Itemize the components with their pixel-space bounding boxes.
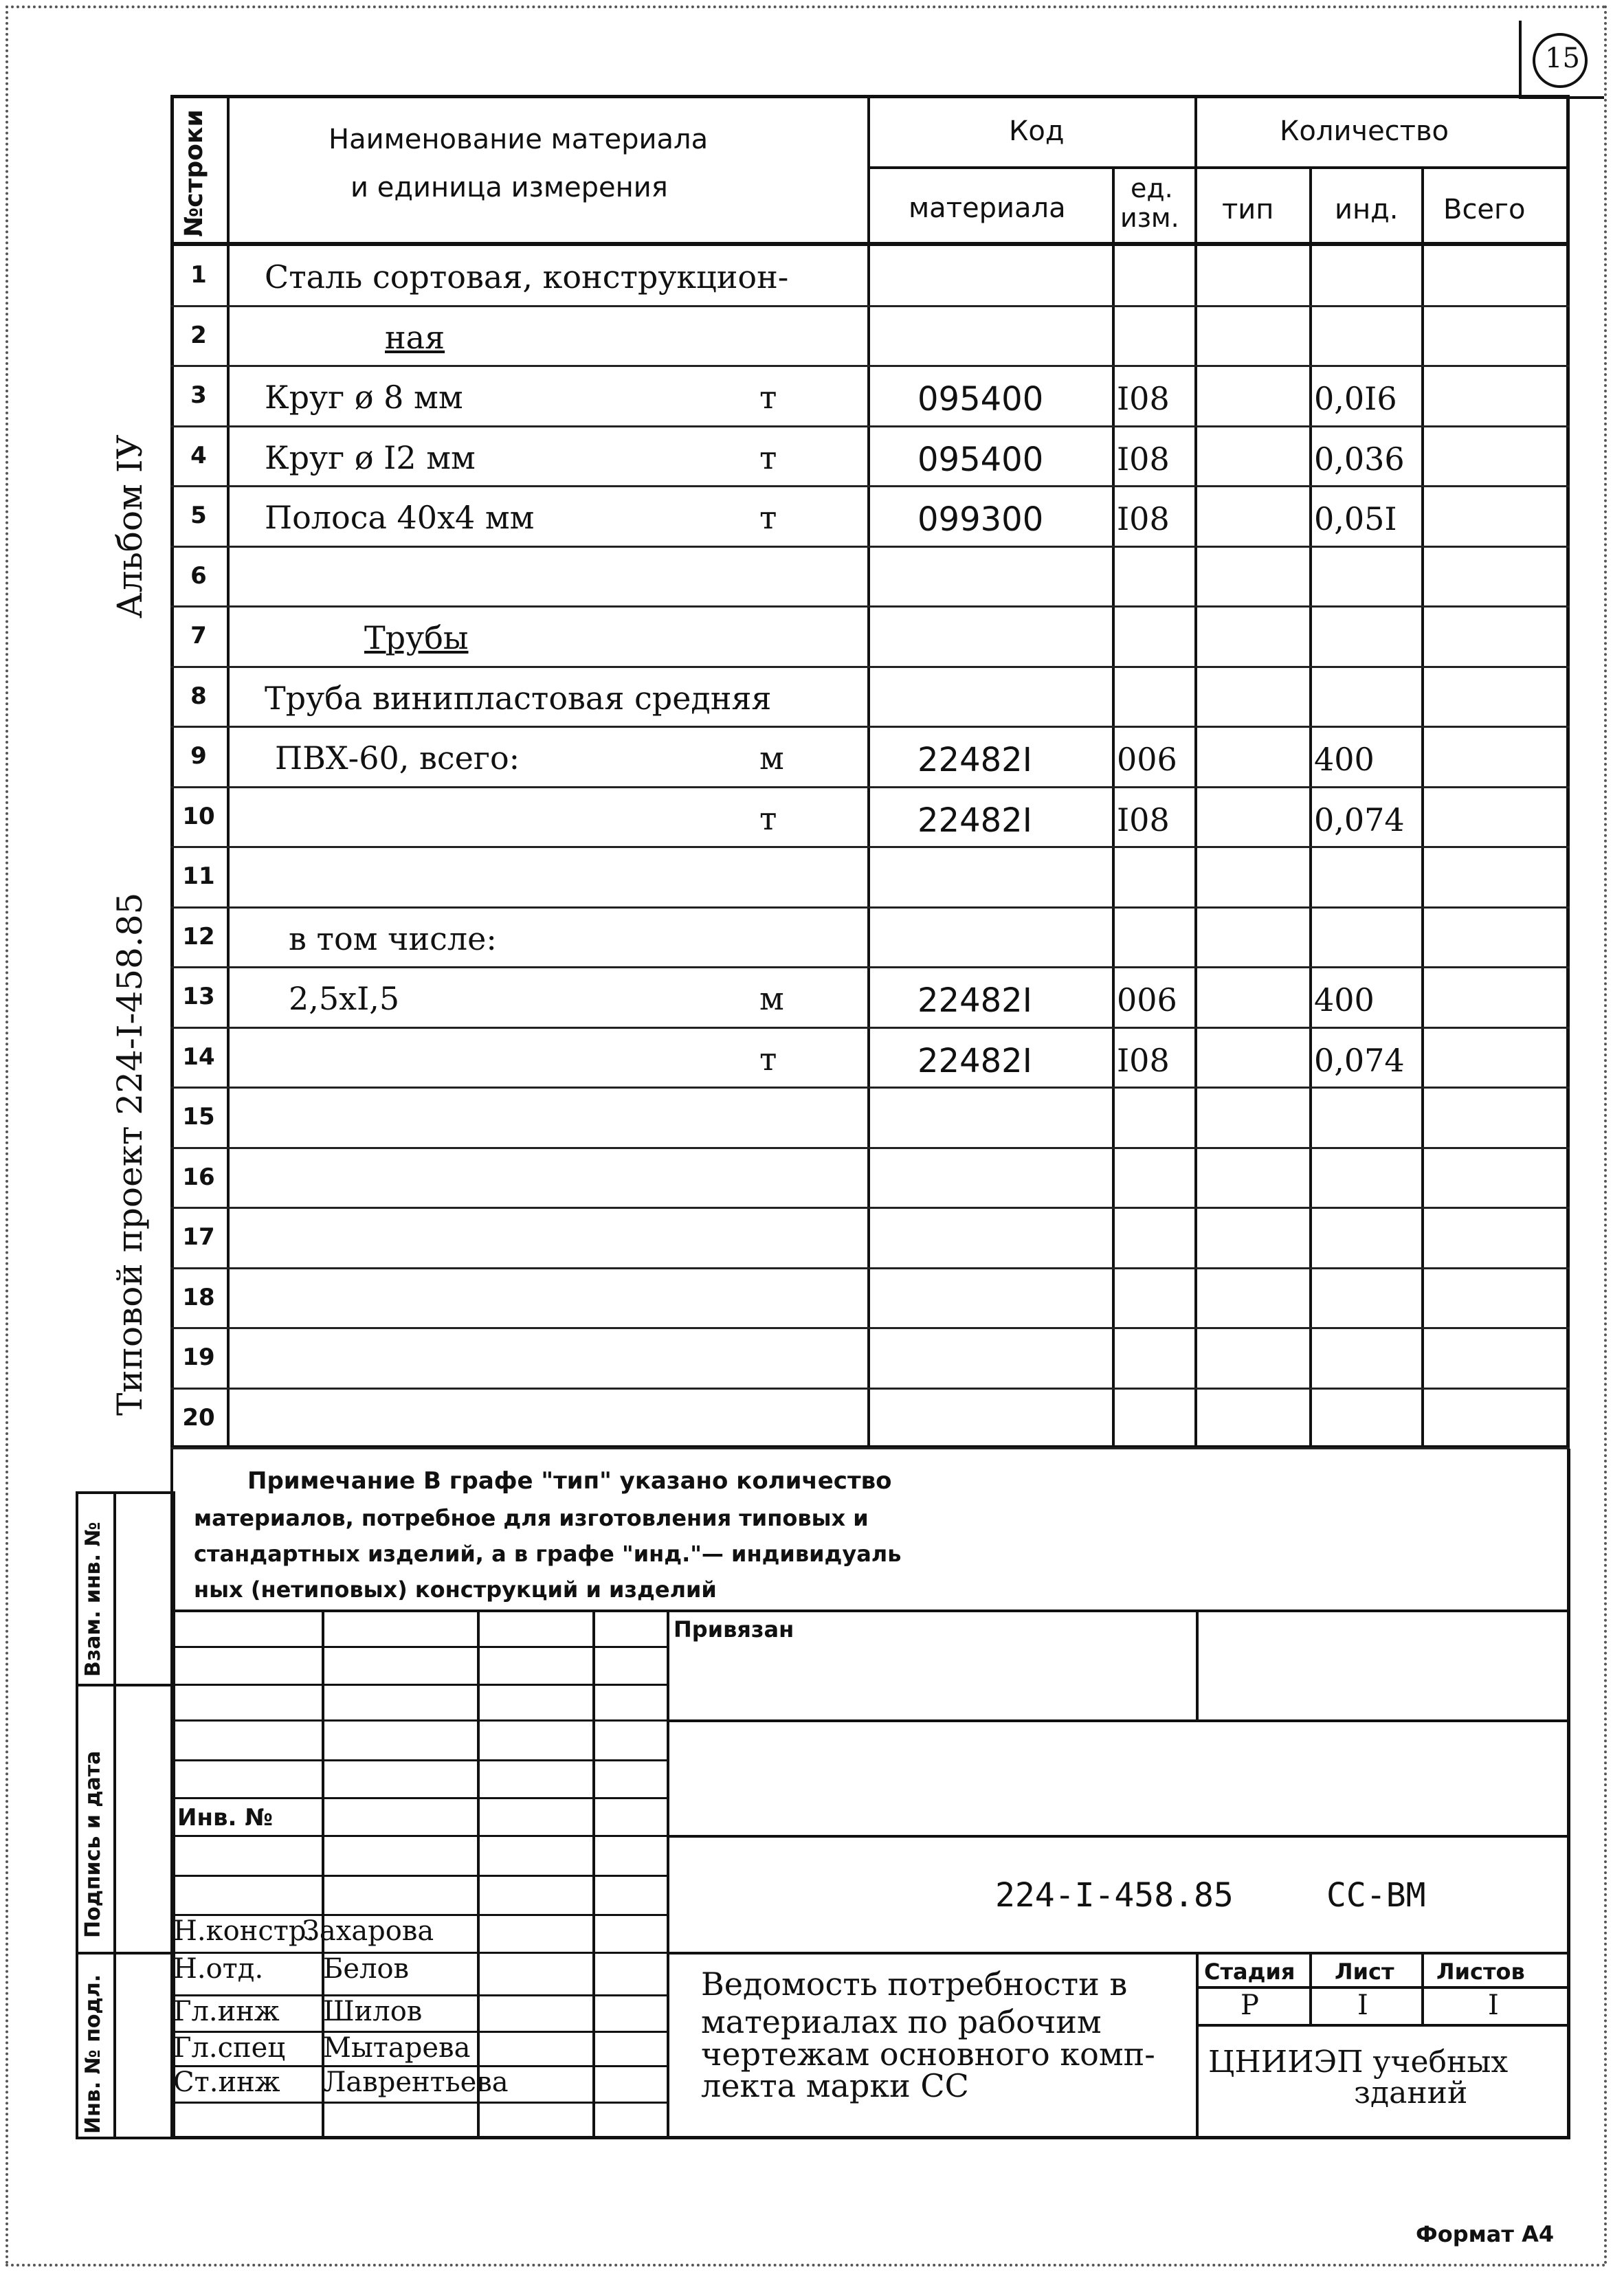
row-line <box>170 1267 1570 1269</box>
signer-name: Лаврентьева <box>323 2067 509 2098</box>
row-number: 2 <box>190 321 207 349</box>
format-label: Формат А4 <box>1416 2221 1555 2247</box>
col-line-code <box>1112 166 1115 1449</box>
signer-role: Гл.инж <box>173 1996 280 2027</box>
row-code-unit: I08 <box>1117 1041 1170 1079</box>
vzam-label: Взам. инв. № <box>81 1522 105 1677</box>
row-number: 4 <box>190 441 207 469</box>
row-unit: т <box>759 379 777 416</box>
sheet-number: 15 <box>1545 43 1580 74</box>
row-name: Труба винипластовая средняя <box>265 679 772 717</box>
stamp-grid-line <box>170 2102 667 2104</box>
row-number: 15 <box>182 1103 215 1131</box>
org-line2: зданий <box>1354 2075 1468 2110</box>
row-line <box>170 666 1570 668</box>
header-sub-line <box>867 166 1570 169</box>
stamp-grid-line <box>170 1875 667 1877</box>
row-line <box>170 485 1570 487</box>
row-name: Круг ø I2 мм <box>265 438 476 476</box>
signer-name: Шилов <box>323 1996 423 2027</box>
row-name: Полоса 40х4 мм <box>265 499 535 536</box>
col-line-unit <box>1194 95 1197 1449</box>
row-code-unit: 006 <box>1117 981 1177 1018</box>
row-qty-ind: 0,074 <box>1314 801 1405 838</box>
header-quantity: Количество <box>1280 115 1449 147</box>
row-qty-ind: 0,036 <box>1314 440 1405 478</box>
row-number: 3 <box>190 381 207 409</box>
row-name: Сталь сортовая, конструкцион- <box>265 258 789 296</box>
row-qty-ind: 0,05I <box>1314 500 1397 537</box>
row-line <box>170 1207 1570 1209</box>
row-number: 5 <box>190 502 207 529</box>
row-unit: м <box>759 739 784 777</box>
row-code-unit: 006 <box>1117 741 1177 778</box>
row-name: ная <box>385 318 445 356</box>
stamp-grid-line <box>170 1646 667 1648</box>
header-code-unit: ед. <box>1131 173 1173 203</box>
row-line <box>170 966 1570 968</box>
row-number: 1 <box>190 261 207 289</box>
row-unit: т <box>759 1040 777 1078</box>
stamp-v4 <box>667 1610 669 2136</box>
row-number: 20 <box>182 1403 215 1432</box>
col-line-ind <box>1421 166 1424 1449</box>
row-number: 17 <box>182 1223 215 1251</box>
note-line2: материалов, потребное для изготовления типовых и <box>194 1505 869 1531</box>
row-number: 19 <box>182 1344 215 1371</box>
col-line-name <box>867 95 870 1449</box>
note-line1: Примечание В графе "тип" указано количество <box>247 1467 892 1495</box>
row-line <box>170 726 1570 728</box>
org-line1: ЦНИИЭП учебных <box>1208 2045 1509 2080</box>
stage-value: Р <box>1241 1990 1259 2021</box>
sheets-value: I <box>1488 1990 1499 2021</box>
row-line <box>170 1327 1570 1329</box>
inv-podl-label: Инв. № подл. <box>81 1974 105 2134</box>
row-number: 6 <box>190 561 207 590</box>
row-code: 22482I <box>917 801 1032 840</box>
signer-name: Захарова <box>302 1915 434 1947</box>
row-line <box>170 786 1570 788</box>
right-border <box>1567 1449 1570 2139</box>
stamp-grid-line <box>170 1759 667 1761</box>
row-line <box>170 1027 1570 1029</box>
title-line2: материалах по рабочим <box>701 2003 1102 2040</box>
title-line3: чертежам основного комп- <box>701 2036 1155 2073</box>
signer-role: Н.констр. <box>173 1915 315 1947</box>
stamp-r2 <box>667 1835 1570 1838</box>
row-number: 10 <box>182 802 215 830</box>
stamp-v2 <box>477 1610 480 2136</box>
row-code: 22482I <box>917 1041 1032 1080</box>
stamp-v5 <box>1196 1610 1199 1719</box>
row-code-unit: I08 <box>1117 440 1170 478</box>
row-line <box>170 906 1570 909</box>
doc-mark: СС-ВМ <box>1326 1876 1426 1915</box>
row-code: 095400 <box>917 440 1044 479</box>
row-number: 18 <box>182 1283 215 1311</box>
signer-name: Мытарева <box>323 2032 471 2064</box>
row-line <box>170 1087 1570 1089</box>
row-qty-ind: 0,074 <box>1314 1041 1405 1079</box>
row-unit: м <box>759 980 784 1017</box>
row-line <box>170 1447 1570 1449</box>
note-line4: ных (нетиповых) конструкций и изделий <box>194 1577 717 1603</box>
row-code-unit: I08 <box>1117 801 1170 838</box>
col-line-typ <box>1309 166 1312 1449</box>
stamp-grid-line <box>170 1797 667 1799</box>
album-label: Альбом IУ <box>110 434 150 619</box>
inv-no-label: Инв. № <box>177 1804 274 1831</box>
stamp-r3 <box>667 1952 1570 1954</box>
row-code: 095400 <box>917 380 1044 419</box>
header-qty-ind: инд. <box>1335 194 1399 225</box>
sheets-label: Листов <box>1436 1959 1525 1985</box>
row-number: 14 <box>182 1043 215 1071</box>
doc-code: 224-I-458.85 <box>995 1876 1234 1915</box>
row-line <box>170 846 1570 848</box>
row-line <box>170 1147 1570 1149</box>
left-stamp-mid <box>113 1491 116 2139</box>
row-name: 2,5хI,5 <box>289 980 400 1017</box>
stamp-v8 <box>1421 1952 1424 2024</box>
header-qty-total: Всего <box>1443 194 1526 225</box>
title-line4: лекта марки СС <box>701 2067 969 2104</box>
row-code: 22482I <box>917 981 1032 1020</box>
sheet-value: I <box>1357 1990 1368 2021</box>
signer-role: Ст.инж <box>173 2067 280 2098</box>
stamp-r5 <box>1196 2024 1570 2027</box>
row-number: 12 <box>182 922 215 950</box>
privyazan-label: Привязан <box>674 1616 794 1642</box>
signer-role: Н.отд. <box>173 1953 264 1985</box>
header-name: Наименование материала <box>329 124 709 155</box>
row-number: 13 <box>182 983 215 1010</box>
header-qty-typ: тип <box>1222 194 1274 225</box>
stamp-v3 <box>592 1610 595 2136</box>
row-name: Трубы <box>364 619 469 656</box>
row-line <box>170 1388 1570 1390</box>
row-code: 099300 <box>917 500 1044 539</box>
row-number: 16 <box>182 1163 215 1191</box>
stamp-v7 <box>1309 1952 1312 2024</box>
row-code-unit: I08 <box>1117 500 1170 537</box>
row-number: 11 <box>182 862 215 890</box>
stamp-grid-line <box>170 1719 667 1722</box>
header-code-material: материала <box>909 192 1066 224</box>
signer-role: Гл.спец <box>173 2032 286 2064</box>
stamp-grid-line <box>170 1684 667 1686</box>
row-unit: т <box>759 499 777 536</box>
row-name: Круг ø 8 мм <box>265 379 463 416</box>
col-line-rowno <box>227 95 230 1449</box>
signer-name: Белов <box>323 1953 410 1985</box>
stamp-bottom <box>170 2136 1570 2139</box>
project-label: Типовой проект 224-I-458.85 <box>110 892 150 1416</box>
row-line <box>170 605 1570 608</box>
row-line <box>170 365 1570 367</box>
row-qty-ind: 400 <box>1314 741 1375 778</box>
header-code-unit2: изм. <box>1120 203 1179 233</box>
row-number: 9 <box>190 742 207 770</box>
left-stamp-line1 <box>76 1684 175 1686</box>
row-code-unit: I08 <box>1117 380 1170 417</box>
header-name2: и единица измерения <box>351 172 668 203</box>
row-qty-ind: 400 <box>1314 981 1375 1018</box>
header-row-no: №строки <box>180 109 208 237</box>
row-number: 7 <box>190 622 207 649</box>
row-code: 22482I <box>917 741 1032 779</box>
header-code: Код <box>1009 115 1065 147</box>
row-line <box>170 305 1570 307</box>
row-line <box>170 425 1570 427</box>
row-unit: т <box>759 799 777 837</box>
row-number: 8 <box>190 682 207 710</box>
header-bottom-line <box>170 242 1570 246</box>
stamp-r1 <box>667 1719 1570 1722</box>
row-qty-ind: 0,0I6 <box>1314 380 1397 417</box>
stamp-r4 <box>1196 1986 1570 1989</box>
row-line <box>170 546 1570 548</box>
row-unit: т <box>759 438 777 476</box>
title-line1: Ведомость потребности в <box>701 1965 1128 2003</box>
left-stamp-line2 <box>76 1952 175 1954</box>
podpis-label: Подпись и дата <box>81 1750 105 1938</box>
row-name: в том числе: <box>289 920 497 957</box>
note-line3: стандартных изделий, а в графе "инд."— индивидуаль <box>194 1541 902 1567</box>
stamp-top <box>170 1610 1570 1612</box>
row-name: ПВХ-60, всего: <box>275 739 520 777</box>
stamp-grid-line <box>170 1835 667 1837</box>
stage-label: Стадия <box>1204 1959 1295 1985</box>
sheet-label: Лист <box>1335 1959 1394 1985</box>
stamp-v6 <box>1196 1952 1199 2136</box>
